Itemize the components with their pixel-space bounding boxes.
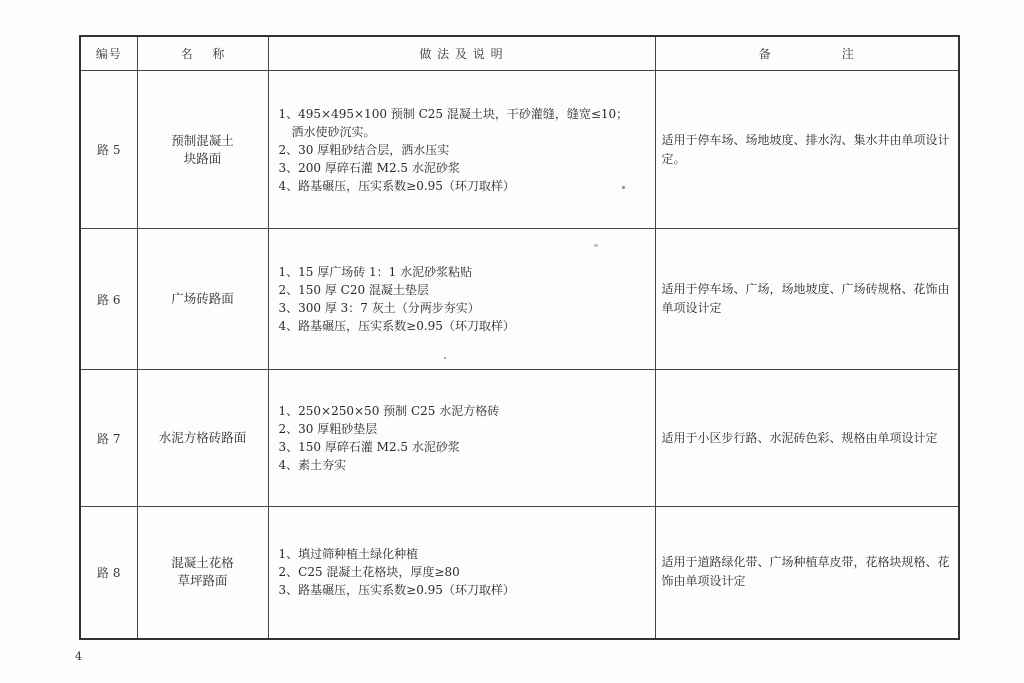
header-remark-right: 注 (841, 47, 855, 61)
row-name-line: 混凝土花格 (171, 555, 234, 571)
header-remark (655, 36, 959, 71)
row-code: 路 6 (80, 229, 137, 370)
method-line: 2、150 厚 C20 混凝土垫层 (278, 283, 429, 297)
row-method (268, 507, 655, 639)
method-line: 2、C25 混凝土花格块，厚度≥80 (278, 565, 460, 580)
method-line: 2、30 厚粗砂垫层 (278, 422, 378, 436)
table-row (80, 229, 959, 370)
scan-speck (444, 357, 446, 359)
scan-speck (622, 186, 625, 189)
row-name-line: 块路面 (183, 150, 222, 166)
method-line: 3、200 厚碎石灌 M2.5 水泥砂浆 (278, 160, 460, 175)
row-code: 路 5 (80, 71, 137, 229)
method-line: 4、路基碾压，压实系数≥0.95（环刀取样） (278, 178, 515, 193)
method-line: 3、路基碾压，压实系数≥0.95（环刀取样） (278, 583, 515, 598)
row-name (137, 507, 268, 639)
row-name-line: 水泥方格砖路面 (158, 430, 247, 445)
header-method: 做 法 及 说 明 (268, 36, 655, 71)
table-row (80, 507, 959, 639)
method-line: 1、15 厚广场砖 1：1 水泥砂浆粘贴 (278, 265, 473, 279)
scan-speck (594, 244, 598, 247)
page-number: 4 (75, 650, 82, 663)
row-name (137, 229, 268, 370)
method-line: 3、300 厚 3：7 灰土（分两步夯实） (278, 301, 480, 315)
table-row (80, 71, 959, 229)
row-name-line: 草坪路面 (177, 573, 228, 589)
row-method (268, 71, 655, 229)
row-method (268, 229, 655, 370)
row-name-line: 广场砖路面 (171, 291, 234, 306)
table-header-row (80, 36, 959, 71)
row-remark: 适用于小区步行路、水泥砖色彩、规格由单项设计定 (655, 370, 959, 507)
method-line: 3、150 厚碎石灌 M2.5 水泥砂浆 (278, 440, 460, 454)
row-method (268, 370, 655, 507)
method-line: 2、30 厚粗砂结合层，洒水压实 (278, 142, 450, 157)
header-name: 名 称 (137, 36, 268, 71)
row-name (137, 370, 268, 507)
method-line: 1、250×250×50 预制 C25 水泥方格砖 (278, 404, 500, 418)
method-line: 1、填过筛种植土绿化种植 (278, 547, 419, 562)
header-code: 编号 (80, 36, 137, 71)
row-remark: 适用于停车场、场地坡度、排水沟、集水井由单项设计定。 (655, 71, 959, 229)
construction-spec-table (79, 35, 960, 640)
row-remark: 适用于道路绿化带、广场种植草皮带，花格块规格、花饰由单项设计定 (655, 507, 959, 639)
row-remark: 适用于停车场、广场，场地坡度、广场砖规格、花饰由单项设计定 (655, 229, 959, 370)
row-name (137, 71, 268, 229)
row-code: 路 8 (80, 507, 137, 639)
row-code: 路 7 (80, 370, 137, 507)
method-line: 洒水使砂沉实。 (291, 124, 376, 139)
row-name-line: 预制混凝土 (171, 132, 234, 148)
method-line: 4、路基碾压，压实系数≥0.95（环刀取样） (278, 319, 515, 333)
table-row (80, 370, 959, 507)
method-line: 1、495×495×100 预制 C25 混凝土块，干砂灌缝，缝宽≤10； (278, 106, 629, 121)
header-remark-left: 备 (758, 47, 772, 61)
method-line: 4、素土夯实 (278, 458, 347, 472)
